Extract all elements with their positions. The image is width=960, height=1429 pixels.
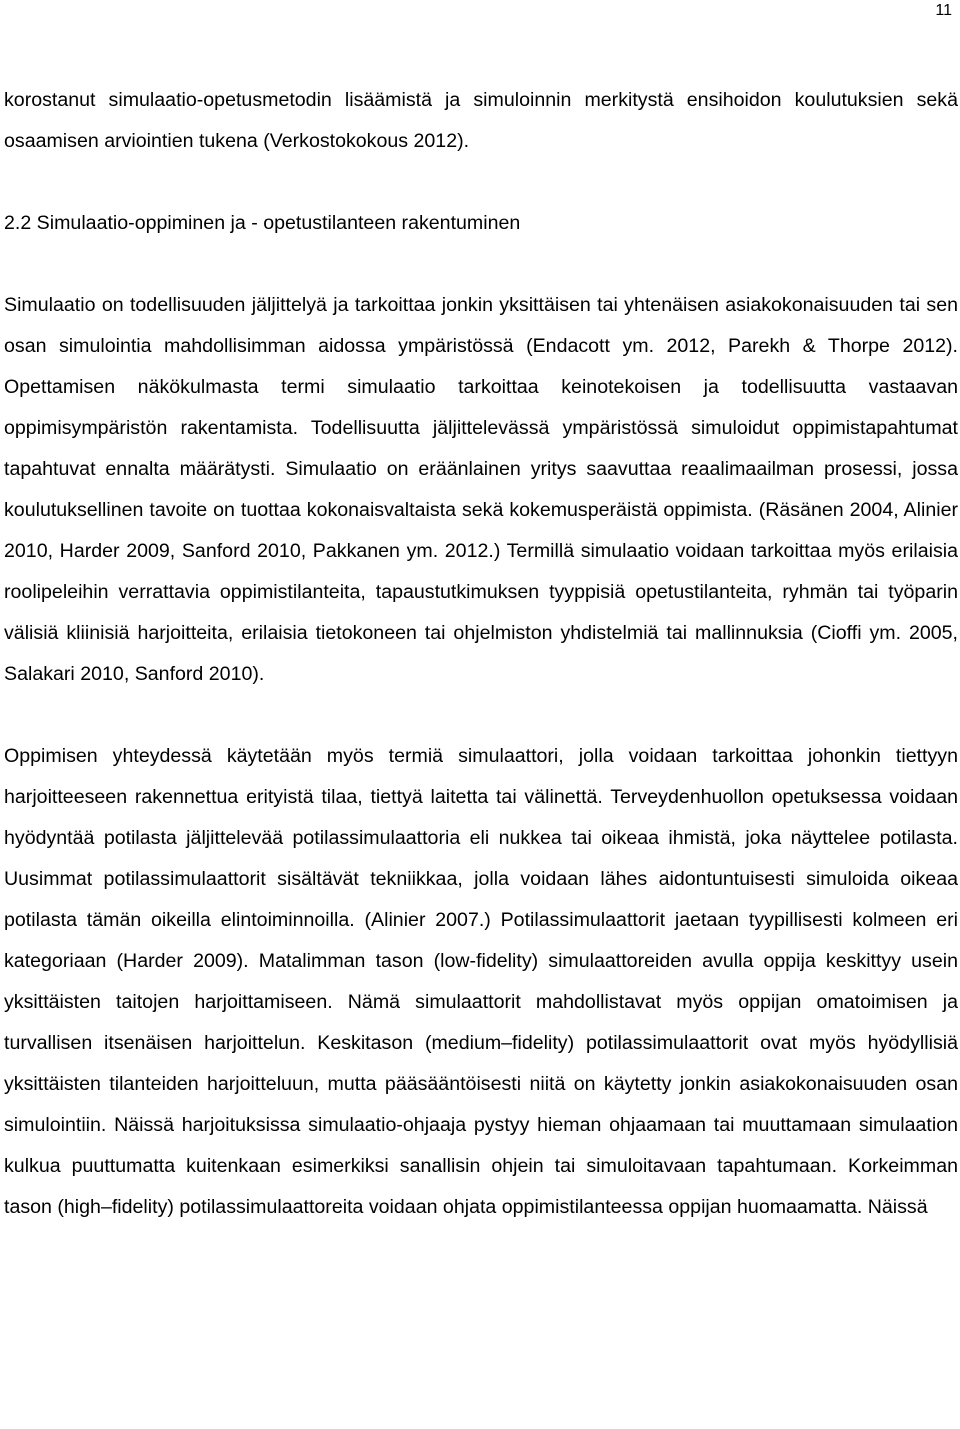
paragraph-simulator: Oppimisen yhteydessä käytetään myös termiä simulaattori, jolla voidaan tarkoittaa johonkin tiettyyn harjoitteeseen rakennettua erityistä tilaa, tiettyä laitetta tai välinettä. Terveydenhuollon opetuksessa voidaan hyödyntää potilasta jäljittelevää potilassimulaattoria eli nukkea tai oikeaa ihmistä, joka näyttelee potilasta. Uusimmat potilassimulaattorit sisältävät tekniikkaa, jolla voidaan lähes aidontuntuisesti simuloida oikeaa potilasta tämän oikeilla elintoiminnoilla. (Alinier 2007.) Potilassimulaattorit jaetaan tyypillisesti kolmeen eri kategoriaan (Harder 2009). Matalimman tason (low-fidelity) simulaattoreiden avulla oppija keskittyy usein yksittäisten taitojen harjoittamiseen. Nämä simulaattorit mahdollistavat myös oppijan omatoimisen ja turvallisen itsenäisen harjoittelun. Keskitason (medium–fidelity) potilassimulaattorit ovat myös hyödyllisiä yksittäisten tilanteiden harjoitteluun, mutta pääsääntöisesti niitä on käytetty jonkin asiakokonaisuuden osan simulointiin. Näissä harjoituksissa simulaatio-ohjaaja pystyy hieman ohjaamaan tai muuttamaan simulaation kulkua puuttumatta kuitenkaan esimerkiksi sanallisin ohjein tai simuloitavaan tapahtumaan. Korkeimman tason (high–fidelity) potilassimulaattoreita voidaan ohjata oppimistilanteessa oppijan huomaamatta. Näissä [4, 745, 958, 1218]
document-body [4, 80, 958, 1228]
section-heading: 2.2 Simulaatio-oppiminen ja - opetustilanteen rakentuminen [4, 212, 521, 234]
paragraph-gap [4, 695, 958, 736]
paragraph-gap [4, 162, 958, 203]
paragraph-gap [4, 244, 958, 285]
paragraph-intro: korostanut simulaatio-opetusmetodin lisäämistä ja simuloinnin merkitystä ensihoidon koulutuksien sekä osaamisen arviointien tukena (Verkostokokous 2012). [4, 89, 958, 152]
page-number: 11 [935, 2, 952, 19]
paragraph-simulation-definition: Simulaatio on todellisuuden jäljittelyä ja tarkoittaa jonkin yksittäisen tai yhtenäisen asiakokonaisuuden tai sen osan simulointia mahdollisimman aidossa ympäristössä (Endacott ym. 2012, Parekh & Thorpe 2012). Opettamisen näkökulmasta termi simulaatio tarkoittaa keinotekoisen ja todellisuutta vastaavan oppimisympäristön rakentamista. Todellisuutta jäljittelevässä ympäristössä simuloidut oppimistapahtumat tapahtuvat ennalta määrätysti. Simulaatio on eräänlainen yritys saavuttaa reaalimaailman prosessi, jossa koulutuksellinen tavoite on tuottaa kokonaisvaltaista sekä kokemusperäistä oppimista. (Räsänen 2004, Alinier 2010, Harder 2009, Sanford 2010, Pakkanen ym. 2012.) Termillä simulaatio voidaan tarkoittaa myös erilaisia roolipeleihin verrattavia oppimistilanteita, tapaustutkimuksen tyyppisiä opetustilanteita, ryhmän tai työparin välisiä kliinisiä harjoitteita, erilaisia tietokoneen tai ohjelmiston yhdistelmiä tai mallinnuksia (Cioffi ym. 2005, Salakari 2010, Sanford 2010). [4, 294, 958, 685]
